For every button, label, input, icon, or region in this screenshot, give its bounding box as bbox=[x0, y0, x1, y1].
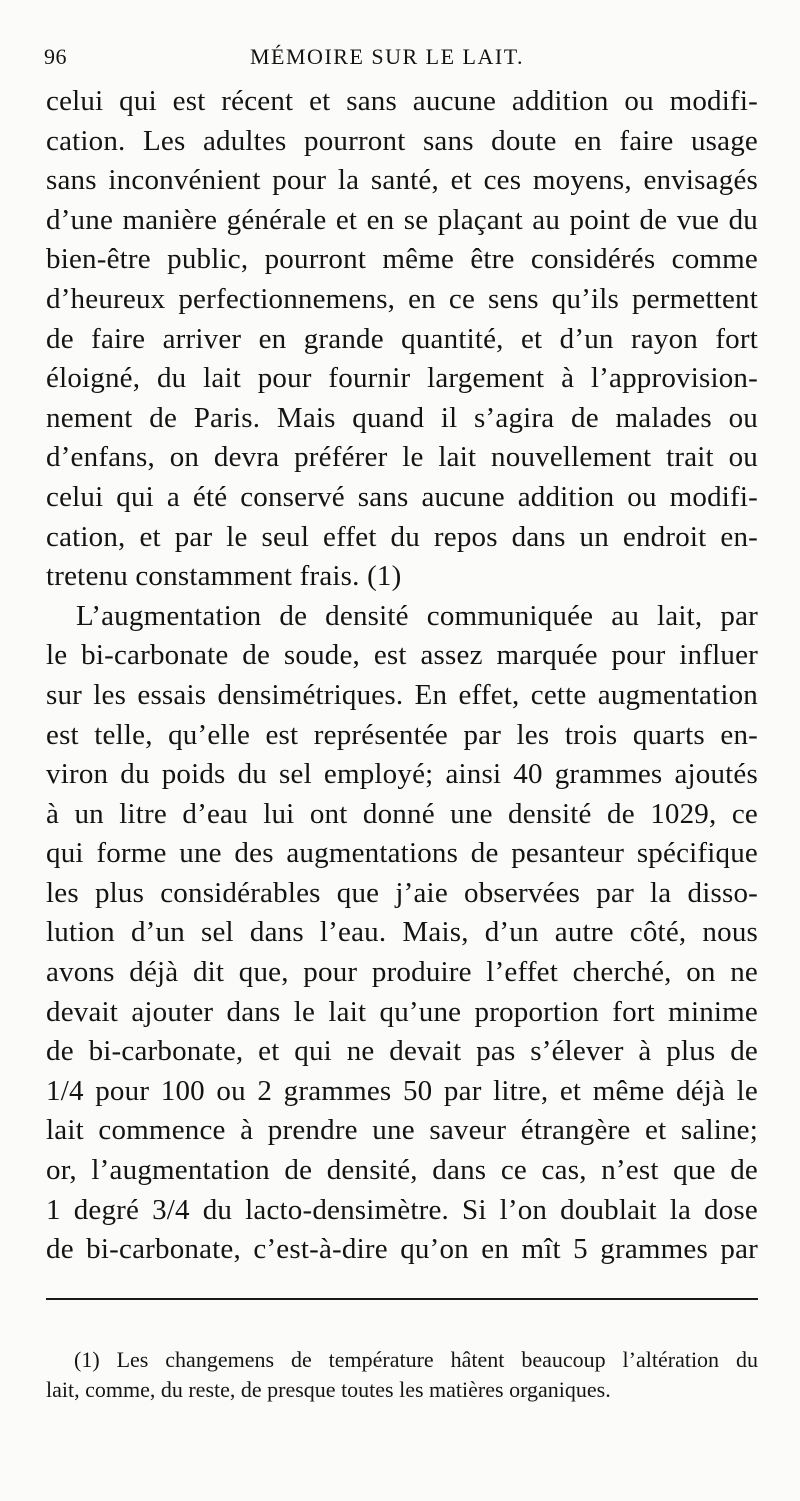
text-line: bien-être public, pourront même être considérés comme bbox=[46, 243, 758, 276]
text-line: les plus considérables que j’aie observées par la disso- bbox=[46, 876, 758, 909]
footnote-rule bbox=[46, 1298, 758, 1300]
text-line: cation, et par le seul effet du repos dans un endroit en- bbox=[46, 520, 758, 553]
text-line: est telle, qu’elle est représentée par les trois quarts en- bbox=[46, 718, 758, 751]
text-line: sur les essais densimétriques. En effet, cette augmentation bbox=[46, 678, 758, 711]
body-text bbox=[46, 82, 758, 1270]
footnote-line: lait, comme, du reste, de presque toutes les matières organiques. bbox=[46, 1377, 611, 1402]
text-line: celui qui a été conservé sans aucune addition ou modifi- bbox=[46, 480, 758, 513]
page-number: 96 bbox=[44, 44, 67, 69]
text-line: le bi-carbonate de soude, est assez marquée pour influer bbox=[46, 639, 758, 672]
running-head bbox=[0, 40, 800, 74]
paragraph-start-line: L’augmentation de densité communiquée au lait, par bbox=[76, 599, 758, 632]
text-line: lution d’un sel dans l’eau. Mais, d’un autre côté, nous bbox=[46, 916, 758, 949]
text-line: avons déjà dit que, pour produire l’effet cherché, on ne bbox=[46, 956, 758, 989]
text-line: de faire arriver en grande quantité, et d’un rayon fort bbox=[46, 322, 758, 355]
running-title: MÉMOIRE SUR LE LAIT. bbox=[250, 44, 525, 69]
text-line: lait commence à prendre une saveur étrangère et saline; bbox=[46, 1114, 758, 1147]
text-line: 1/4 pour 100 ou 2 grammes 50 par litre, et même déjà le bbox=[46, 1074, 758, 1107]
text-line: à un litre d’eau lui ont donné une densité de 1029, ce bbox=[46, 797, 758, 830]
text-line: sans inconvénient pour la santé, et ces moyens, envisagés bbox=[46, 164, 758, 197]
footnote bbox=[46, 1345, 758, 1405]
text-line: 1 degré 3/4 du lacto-densimètre. Si l’on doublait la dose bbox=[46, 1193, 758, 1226]
text-line: celui qui est récent et sans aucune addition ou modifi- bbox=[46, 85, 758, 117]
text-line: or, l’augmentation de densité, dans ce cas, n’est que de bbox=[46, 1154, 758, 1187]
text-line: tretenu constamment frais. (1) bbox=[46, 560, 402, 593]
text-line: d’enfans, on devra préférer le lait nouvellement trait ou bbox=[46, 441, 758, 474]
text-line: devait ajouter dans le lait qu’une proportion fort minime bbox=[46, 995, 758, 1028]
text-line: éloigné, du lait pour fournir largement à l’approvision- bbox=[46, 362, 758, 395]
text-line: nement de Paris. Mais quand il s’agira de malades ou bbox=[46, 401, 758, 434]
text-line: de bi-carbonate, c’est-à-dire qu’on en mît 5 grammes par bbox=[46, 1233, 758, 1266]
text-line: viron du poids du sel employé; ainsi 40 grammes ajoutés bbox=[46, 758, 758, 791]
text-line: d’heureux perfectionnemens, en ce sens qu’ils permettent bbox=[46, 282, 758, 315]
footnote-line: (1) Les changemens de température hâtent beaucoup l’altération du bbox=[74, 1347, 758, 1372]
text-line: cation. Les adultes pourront sans doute en faire usage bbox=[46, 124, 758, 157]
text-line: de bi-carbonate, et qui ne devait pas s’élever à plus de bbox=[46, 1035, 758, 1068]
text-line: d’une manière générale et en se plaçant au point de vue du bbox=[46, 203, 758, 236]
text-line: qui forme une des augmentations de pesanteur spécifique bbox=[46, 837, 758, 870]
